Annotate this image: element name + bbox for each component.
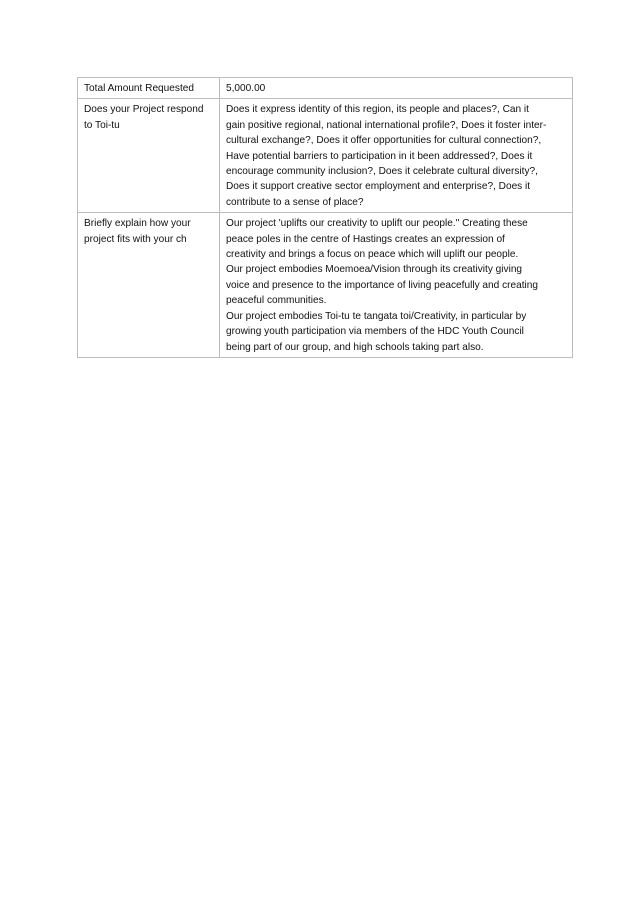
table-row-total-amount <box>78 78 573 99</box>
label-line: project fits with your ch <box>84 233 187 245</box>
label-line: Briefly explain how your <box>84 218 191 230</box>
value-line: Does it support creative sector employment and enterprise?, Does it <box>226 181 531 193</box>
value-line: Our project embodies Toi-tu te tangata toi/Creativity, in particular by <box>226 310 527 322</box>
value-cell-toi-tu-response <box>220 99 573 213</box>
value-line: cultural exchange?, Does it offer opportunities for cultural connection?, <box>226 135 542 147</box>
value-line: contribute to a sense of place? <box>226 196 364 208</box>
application-form-table <box>77 77 573 358</box>
value-line: voice and presence to the importance of living peacefully and creating <box>226 279 538 291</box>
label-cell-project-fit <box>78 213 220 358</box>
value-line: peace poles in the centre of Hastings creates an expression of <box>226 233 505 245</box>
value-line: being part of our group, and high schools taking part also. <box>226 341 484 353</box>
value-line: Our project 'uplifts our creativity to uplift our people." Creating these <box>226 218 528 230</box>
table-row-toi-tu-response <box>78 99 573 213</box>
label-line: to Toi-tu <box>84 119 120 131</box>
value-line: gain positive regional, national international profile?, Does it foster inter- <box>226 119 547 131</box>
value-line: growing youth participation via members of the HDC Youth Council <box>226 326 524 338</box>
label-cell-toi-tu-response <box>78 99 220 213</box>
value-cell-project-fit <box>220 213 573 358</box>
label-line: Total Amount Requested <box>84 83 194 94</box>
label-line: Does your Project respond <box>84 104 204 116</box>
value-cell-total-amount <box>220 78 573 99</box>
label-cell-total-amount <box>78 78 220 99</box>
value-line: Have potential barriers to participation in it been addressed?, Does it <box>226 150 533 162</box>
value-line: 5,000.00 <box>226 83 266 94</box>
value-line: Does it express identity of this region, its people and places?, Can it <box>226 104 529 116</box>
value-line: Our project embodies Moemoea/Vision through its creativity giving <box>226 264 523 276</box>
table-row-project-fit <box>78 213 573 358</box>
value-line: peaceful communities. <box>226 295 327 307</box>
value-line: encourage community inclusion?, Does it celebrate cultural diversity?, <box>226 166 538 178</box>
value-line: creativity and brings a focus on peace which will uplift our people. <box>226 249 519 261</box>
